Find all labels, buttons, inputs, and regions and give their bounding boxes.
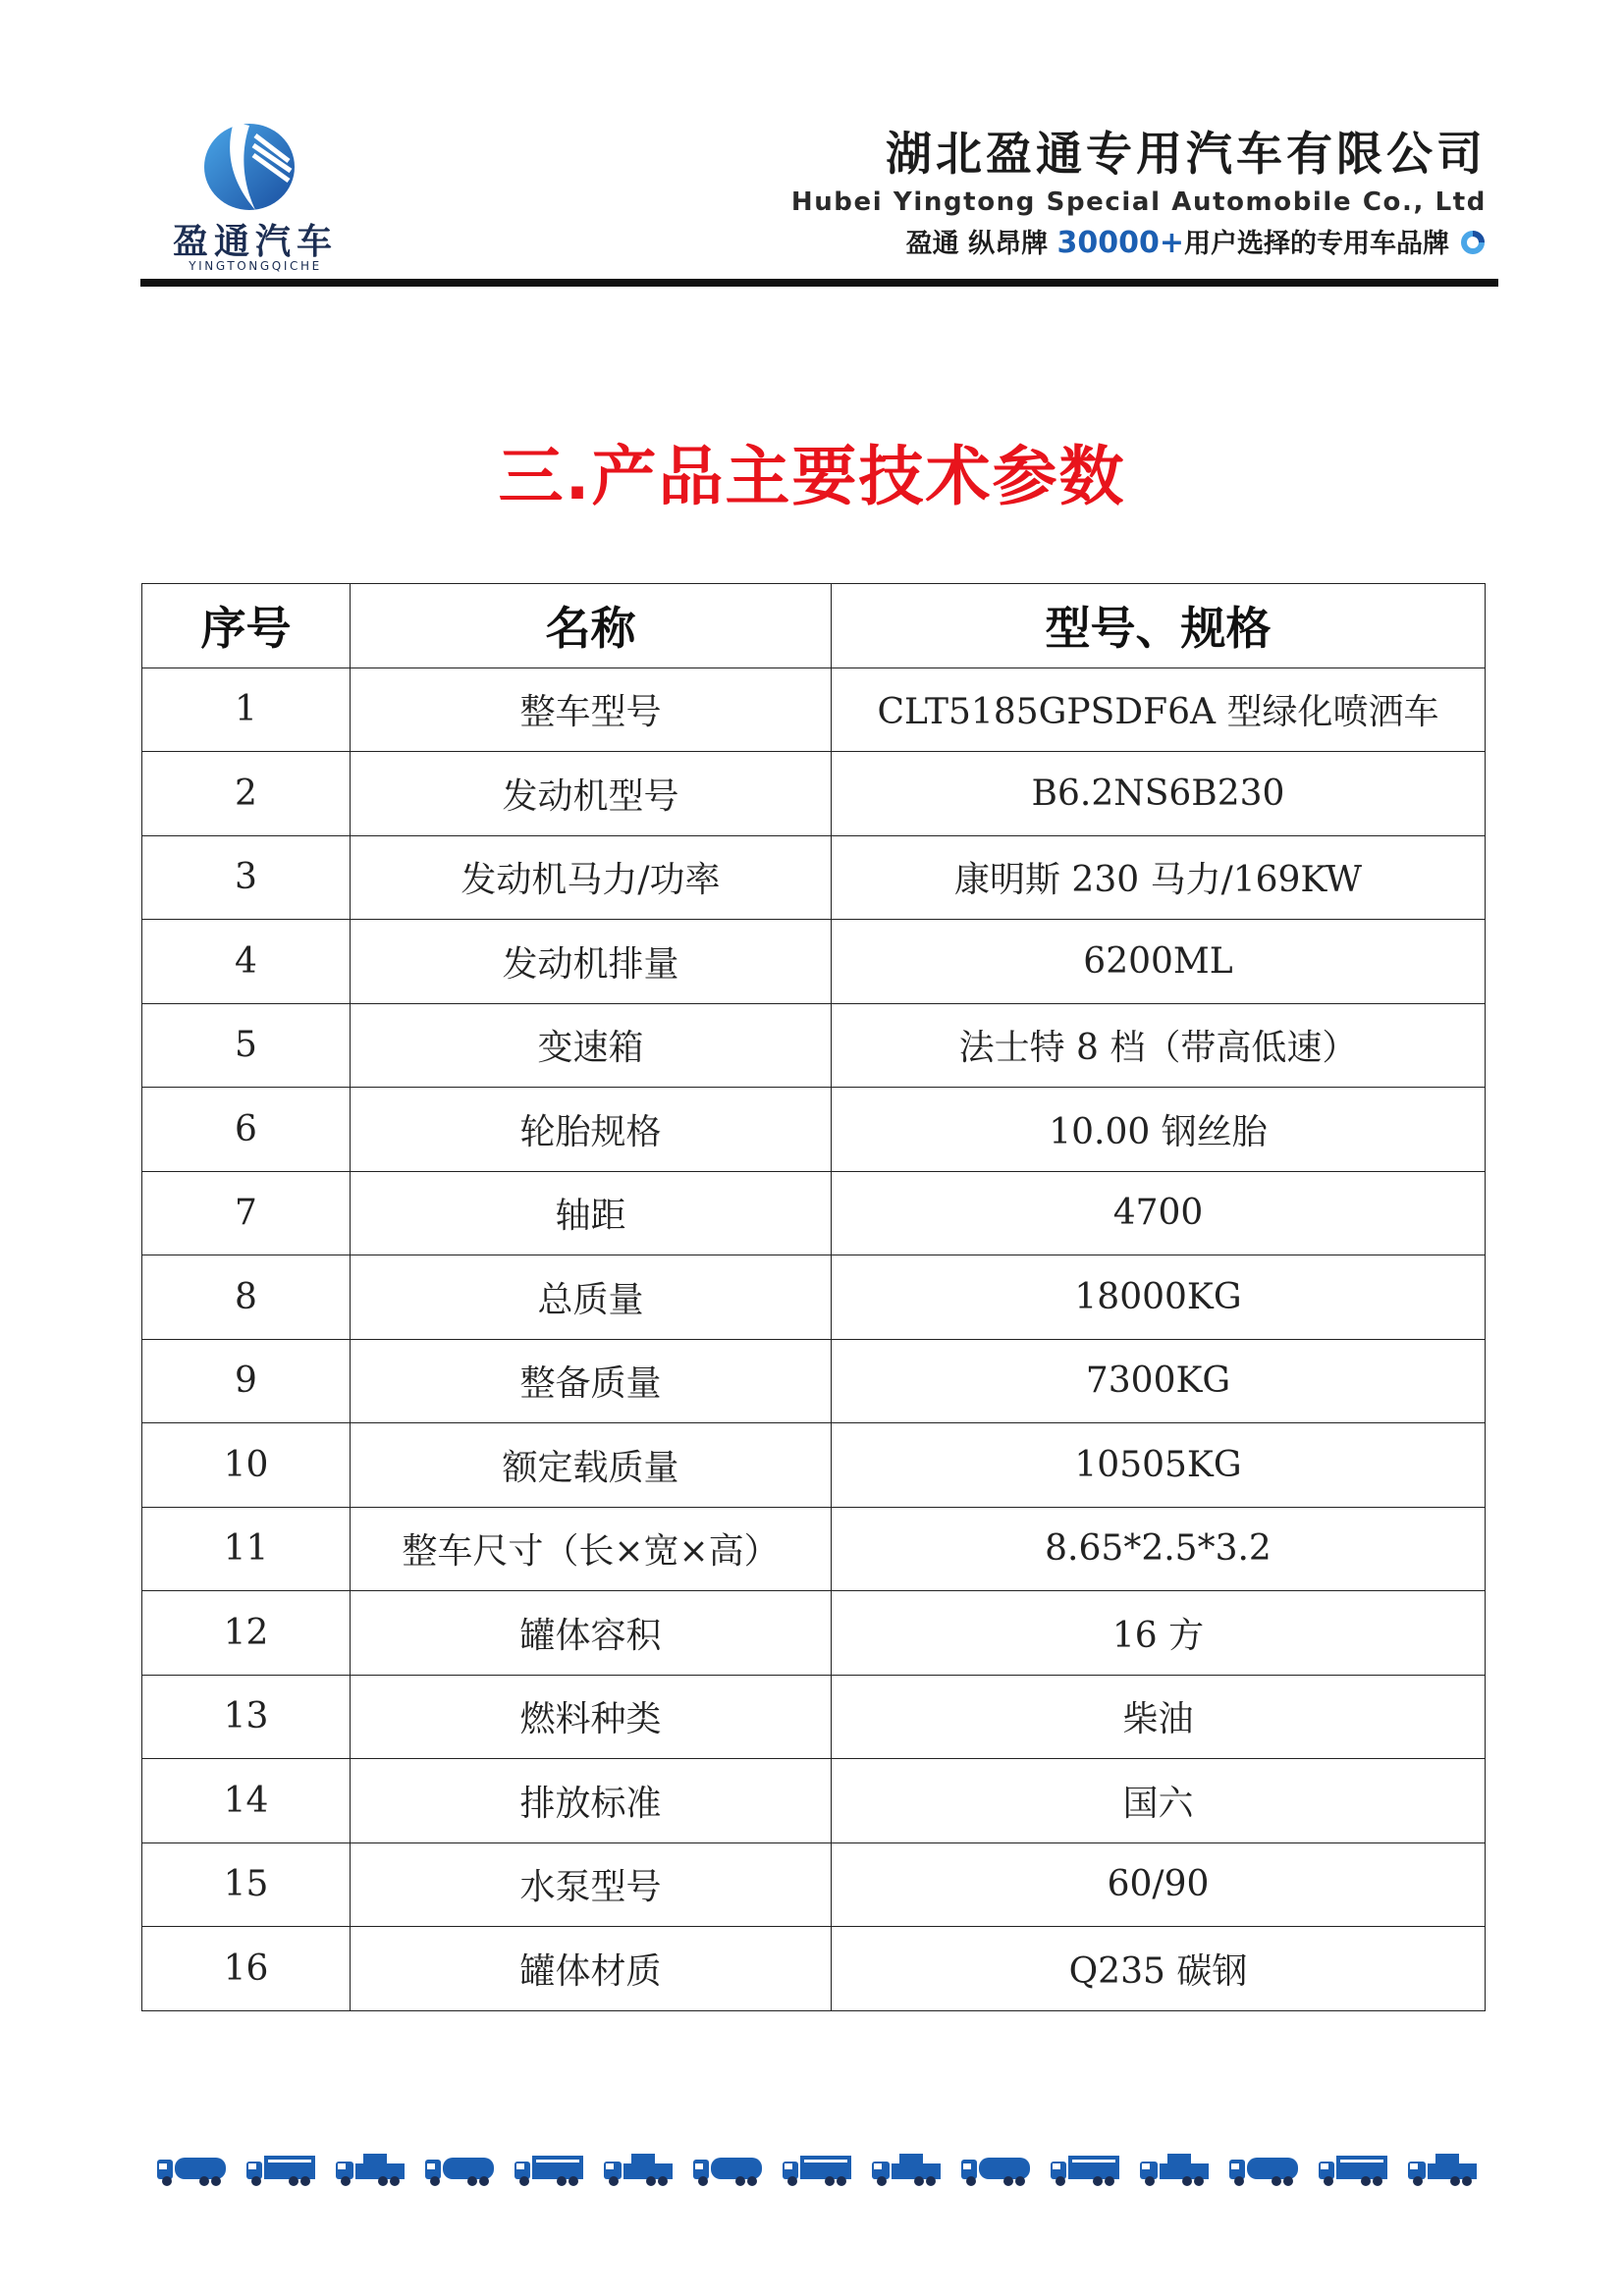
header-no: 序号 bbox=[142, 584, 351, 668]
row-spec: 16 方 bbox=[832, 1591, 1486, 1676]
company-name-en: Hubei Yingtong Special Automobile Co., Ltd bbox=[790, 187, 1487, 217]
row-name: 罐体容积 bbox=[351, 1591, 832, 1676]
row-name: 罐体材质 bbox=[351, 1927, 832, 2011]
row-spec: CLT5185GPSDF6A 型绿化喷洒车 bbox=[832, 667, 1486, 752]
company-slogan bbox=[780, 222, 1487, 266]
table-row bbox=[142, 1088, 1486, 1172]
truck-icon bbox=[602, 2150, 677, 2189]
logo-name: 盈通汽车 bbox=[172, 222, 338, 262]
footer-truck-strip bbox=[155, 2146, 1481, 2189]
row-number: 16 bbox=[142, 1927, 351, 2011]
table-row bbox=[142, 1171, 1486, 1255]
row-number: 15 bbox=[142, 1842, 351, 1927]
row-spec: 10505KG bbox=[832, 1423, 1486, 1508]
row-spec: 60/90 bbox=[832, 1842, 1486, 1927]
row-spec: 4700 bbox=[832, 1171, 1486, 1255]
truck-icon bbox=[781, 2150, 855, 2189]
row-name: 整车尺寸（长×宽×高） bbox=[351, 1507, 832, 1591]
slogan-prefix: 盈通 纵昂牌 bbox=[905, 229, 1057, 259]
truck-icon bbox=[1406, 2150, 1481, 2189]
header-divider bbox=[140, 279, 1498, 287]
company-logo bbox=[157, 116, 353, 273]
row-number: 6 bbox=[142, 1088, 351, 1172]
row-number: 12 bbox=[142, 1591, 351, 1676]
brand-circle-icon bbox=[1459, 229, 1487, 256]
table-body bbox=[142, 667, 1486, 2010]
row-spec: 10.00 钢丝胎 bbox=[832, 1088, 1486, 1172]
row-name: 发动机排量 bbox=[351, 920, 832, 1004]
company-name-cn: 湖北盈通专用汽车有限公司 bbox=[886, 128, 1487, 182]
row-name: 燃料种类 bbox=[351, 1675, 832, 1759]
row-spec: 康明斯 230 马力/169KW bbox=[832, 835, 1486, 920]
logo-mark-icon bbox=[194, 116, 304, 214]
row-name: 发动机型号 bbox=[351, 752, 832, 836]
row-number: 14 bbox=[142, 1759, 351, 1843]
row-name: 变速箱 bbox=[351, 1003, 832, 1088]
table-row bbox=[142, 1591, 1486, 1676]
truck-icon bbox=[691, 2150, 766, 2189]
truck-icon bbox=[1317, 2150, 1391, 2189]
row-spec: 7300KG bbox=[832, 1339, 1486, 1423]
row-name: 总质量 bbox=[351, 1255, 832, 1340]
row-spec: 国六 bbox=[832, 1759, 1486, 1843]
truck-icon bbox=[513, 2150, 587, 2189]
company-info bbox=[780, 128, 1487, 266]
slogan-suffix: 用户选择的专用车品牌 bbox=[1184, 229, 1449, 259]
table-row bbox=[142, 1759, 1486, 1843]
table-row bbox=[142, 1339, 1486, 1423]
table-row bbox=[142, 1842, 1486, 1927]
truck-icon bbox=[959, 2150, 1034, 2189]
truck-icon bbox=[1138, 2150, 1213, 2189]
truck-icon bbox=[1227, 2150, 1302, 2189]
row-number: 1 bbox=[142, 667, 351, 752]
row-name: 整备质量 bbox=[351, 1339, 832, 1423]
row-spec: Q235 碳钢 bbox=[832, 1927, 1486, 2011]
table-row bbox=[142, 1507, 1486, 1591]
logo-pinyin: YINGTONGQICHE bbox=[189, 259, 322, 273]
row-number: 3 bbox=[142, 835, 351, 920]
header-spec: 型号、规格 bbox=[832, 584, 1486, 668]
header-name: 名称 bbox=[351, 584, 832, 668]
row-spec: 8.65*2.5*3.2 bbox=[832, 1507, 1486, 1591]
spec-table bbox=[141, 583, 1486, 2011]
row-spec: B6.2NS6B230 bbox=[832, 752, 1486, 836]
truck-icon bbox=[870, 2150, 945, 2189]
row-number: 5 bbox=[142, 1003, 351, 1088]
row-name: 发动机马力/功率 bbox=[351, 835, 832, 920]
row-name: 整车型号 bbox=[351, 667, 832, 752]
table-row bbox=[142, 1423, 1486, 1508]
row-spec: 法士特 8 档（带高低速） bbox=[832, 1003, 1486, 1088]
table-row bbox=[142, 752, 1486, 836]
truck-icon bbox=[155, 2150, 230, 2189]
table-row bbox=[142, 835, 1486, 920]
table-row bbox=[142, 920, 1486, 1004]
row-spec: 6200ML bbox=[832, 920, 1486, 1004]
row-number: 10 bbox=[142, 1423, 351, 1508]
truck-icon bbox=[1049, 2150, 1123, 2189]
row-number: 2 bbox=[142, 752, 351, 836]
row-name: 额定载质量 bbox=[351, 1423, 832, 1508]
section-title: 三.产品主要技术参数 bbox=[498, 439, 1126, 514]
table-header-row bbox=[142, 584, 1486, 668]
row-number: 13 bbox=[142, 1675, 351, 1759]
row-number: 8 bbox=[142, 1255, 351, 1340]
row-number: 7 bbox=[142, 1171, 351, 1255]
row-spec: 柴油 bbox=[832, 1675, 1486, 1759]
slogan-number: 30000+ bbox=[1056, 226, 1184, 260]
row-name: 水泵型号 bbox=[351, 1842, 832, 1927]
truck-icon bbox=[334, 2150, 408, 2189]
row-number: 9 bbox=[142, 1339, 351, 1423]
row-name: 排放标准 bbox=[351, 1759, 832, 1843]
row-number: 11 bbox=[142, 1507, 351, 1591]
table-row bbox=[142, 667, 1486, 752]
table-row bbox=[142, 1927, 1486, 2011]
table-row bbox=[142, 1675, 1486, 1759]
row-name: 轮胎规格 bbox=[351, 1088, 832, 1172]
truck-icon bbox=[423, 2150, 498, 2189]
row-name: 轴距 bbox=[351, 1171, 832, 1255]
table-row bbox=[142, 1255, 1486, 1340]
row-number: 4 bbox=[142, 920, 351, 1004]
truck-icon bbox=[244, 2150, 319, 2189]
row-spec: 18000KG bbox=[832, 1255, 1486, 1340]
table-row bbox=[142, 1003, 1486, 1088]
